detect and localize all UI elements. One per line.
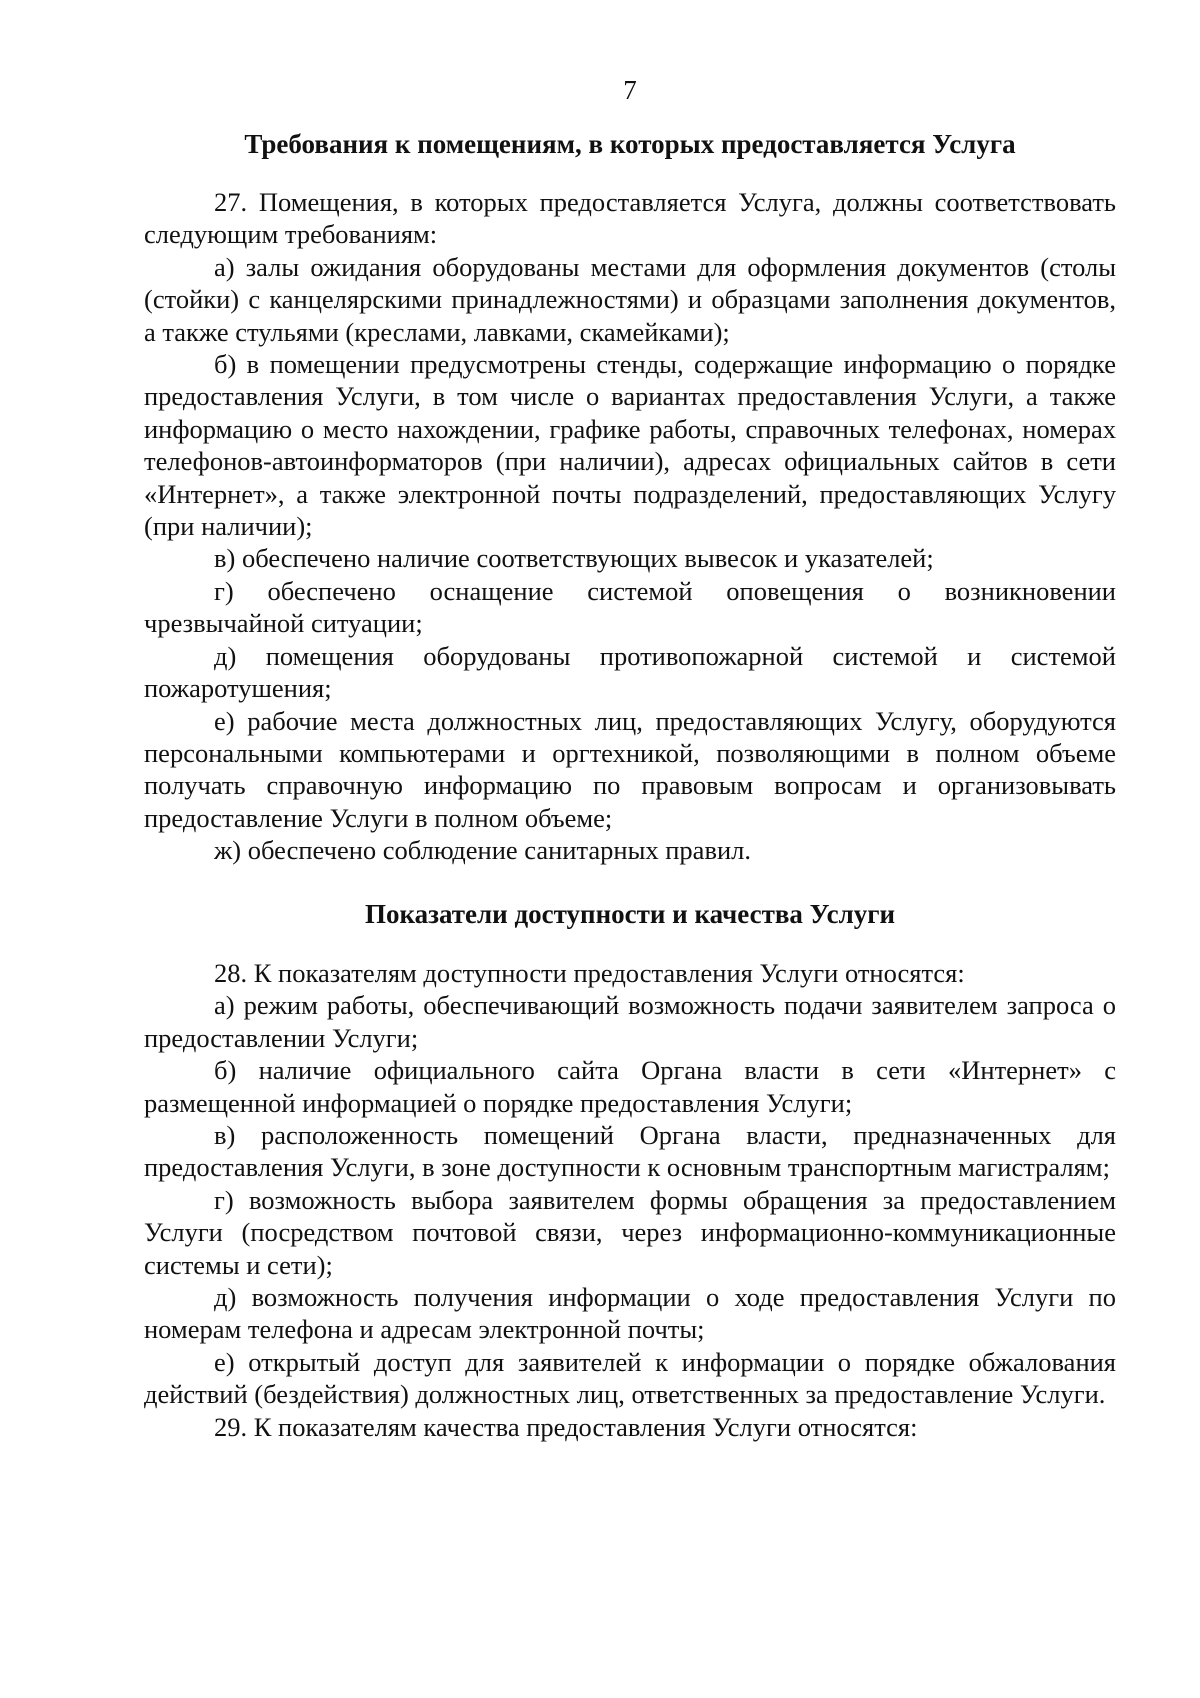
section-body-premises-requirements [144,186,1116,867]
section-heading-premises-requirements: Требования к помещениям, в которых предоставляется Услуга [244,129,1016,159]
paragraph-27-v: в) обеспечено наличие соответствующих вывесок и указателей; [214,543,934,574]
paragraph-28-a: а) режим работы, обеспечивающий возможность подачи заявителем запроса о предоставлении Услуги; [144,990,1116,1053]
paragraph-27-b: б) в помещении предусмотрены стенды, содержащие информацию о порядке предоставления Услуги, в том числе о вариантах предоставления Услуги, а также информацию о место нахождении, графике работы, справочных телефонах, номерах телефонов-автоинформаторов (при наличии), адресах официальных сайтов в сети «Интернет», а также электронной почты подразделений, предоставляющих Услугу (при наличии); [144,349,1116,542]
paragraph-27-a: а) залы ожидания оборудованы местами для оформления документов (столы (стойки) с канцелярскими принадлежностями) и образцами заполнения документов, а также стульями (креслами, лавками, скамейками); [144,251,1116,347]
page-number: 7 [623,75,637,105]
paragraph-27-g: г) обеспечено оснащение системой оповещения о возникновении чрезвычайной ситуации; [144,575,1116,639]
paragraph-28-v: в) расположенность помещений Органа власти, предназначенных для предоставления Услуги, в зоне доступности к основным транспортным магистралям; [144,1120,1116,1183]
paragraph-28-b: б) наличие официального сайта Органа власти в сети «Интернет» с размещенной информацией о порядке предоставления Услуги; [144,1055,1116,1118]
paragraph-27: 27. Помещения, в которых предоставляется Услуга, должны соответствовать следующим требованиям: [144,187,1116,250]
paragraph-28-d: д) возможность получения информации о ходе предоставления Услуги по номерам телефона и адресам электронной почты; [144,1282,1116,1345]
section-body-accessibility-quality [144,957,1116,1443]
paragraph-28: 28. К показателям доступности предоставления Услуги относятся: [214,958,965,988]
paragraph-28-e: е) открытый доступ для заявителей к информации о порядке обжалования действий (бездействия) должностных лиц, ответственных за предоставление Услуги. [144,1346,1116,1410]
paragraph-29: 29. К показателям качества предоставления Услуги относятся: [214,1411,918,1442]
paragraph-27-zh: ж) обеспечено соблюдение санитарных правил. [214,835,751,866]
paragraph-27-d: д) помещения оборудованы противопожарной системой и системой пожаротушения; [144,640,1116,704]
paragraph-28-g: г) возможность выбора заявителем формы обращения за предоставлением Услуги (посредством почтовой связи, через информационно-коммуникационные системы и сети); [144,1184,1116,1280]
paragraph-27-e: е) рабочие места должностных лиц, предоставляющих Услугу, оборудуются персональными компьютерами и оргтехникой, позволяющими в полном объеме получать справочную информацию по правовым вопросам и организовывать предоставление Услуги в полном объеме; [144,705,1116,833]
section-heading-accessibility-quality: Показатели доступности и качества Услуги [364,899,896,929]
